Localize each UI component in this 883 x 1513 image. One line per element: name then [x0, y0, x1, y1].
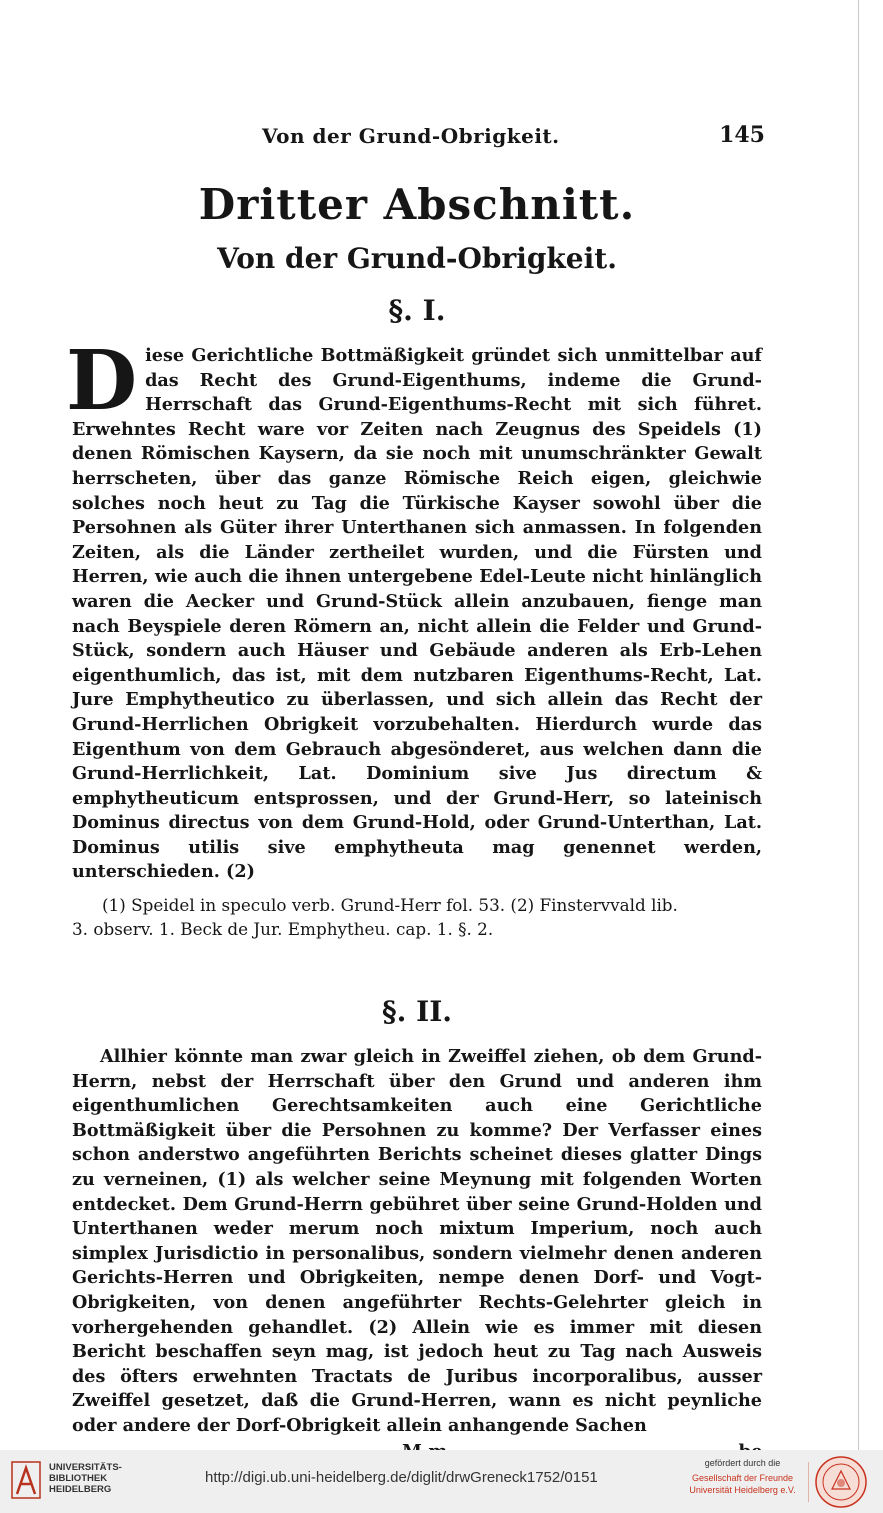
library-name: UNIVERSITÄTS- BIBLIOTHEK HEIDELBERG	[49, 1462, 122, 1495]
page-number: 145	[719, 122, 765, 148]
paragraph-mark-2: §. II.	[381, 995, 453, 1029]
footnote-1-continued: 3. observ. 1. Beck de Jur. Emphytheu. cap. 1. §. 2.	[72, 919, 494, 940]
running-head	[72, 118, 765, 154]
footer-divider	[808, 1462, 809, 1502]
funded-label: gefördert durch die	[704, 1458, 781, 1468]
footnote-1: (1) Speidel in speculo verb. Grund-Herr fol. 53. (2) Finstervvald lib.	[102, 895, 678, 916]
paragraph-mark-1: §. I.	[388, 294, 446, 327]
paragraph-2-text: Allhier könnte man zwar gleich in Zweiffel ziehen, ob dem Grund-Herrn, nebst der Herrschaft über den Grund und anderen ihm eigenthumlichen Gerechtsamkeiten auch eine Gerichtliche Bottmäßigkeit über die Persohnen zu komme? Der Verfasser eines schon anderstwo angeführten Berichts scheinet dieses glatter Dings zu verneinen, (1) als welcher seine Meynung mit folgenden Worten entdecket. Dem Grund-Herrn gebühret über seine Grund-Holden und Unterthanen weder merum noch mixtum Imperium, noch auch simplex Jurisdictio in personalibus, sondern vielmehr denen anderen Gerichts-Herren und Obrigkeiten, nempe denen Dorf- und Vogt-Obrigkeiten, von denen angeführter Rechts-Gelehrter gleich in vorhergehenden gehandlet. (2) Allein wie es immer mit diesen Bericht beschaffen seyn mag, ist jedoch heut zu Tag nach Ausweis des öfters erwehnten Tractats de Juribus incorporalibus, ausser Zweiffel gesetzet, daß die Grund-Herren, wann es nicht peynliche oder andere der Dorf-Obrigkeit allein anhangende Sachen	[72, 1046, 762, 1436]
spacer	[72, 941, 762, 995]
permalink-url[interactable]: http://digi.ub.uni-heidelberg.de/diglit/drwGreneck1752/0151	[205, 1469, 598, 1486]
funding-note	[680, 1457, 805, 1496]
society-name[interactable]: Gesellschaft der Freunde Universität Heidelberg e.V.	[689, 1473, 796, 1495]
footer-bar	[0, 1450, 883, 1513]
page-content	[66, 118, 765, 1467]
section-subtitle: Von der Grund-Obrigkeit.	[217, 242, 617, 275]
section-title: Dritter Abschnitt.	[198, 180, 636, 229]
running-head-title: Von der Grund-Obrigkeit.	[262, 124, 560, 148]
university-seal-icon[interactable]	[814, 1455, 868, 1509]
paragraph-1-text: Diese Gerichtliche Bottmäßigkeit gründet sich unmittelbar auf das Recht des Grund-Eigenthums, indeme die Grund-Herrschaft das Grund-Eigenthums-Recht mit sich führet. Erwehntes Recht ware vor Zeiten nach Zeugnus des Speidels (1) denen Römischen Kaysern, da sie noch mit unumschränkter Gewalt herrscheten, über das ganze Römische Reich eigen, gleichwie solches noch heut zu Tag die Türkische Kayser sowohl über die Persohnen als Güter ihrer Unterthanen sich anmassen. In folgenden Zeiten, als die Länder zertheilet wurden, und die Fürsten und Herren, wie auch die ihnen untergebene Edel-Leute nicht hinlänglich waren die Aecker und Grund-Stück allein anzubauen, fienge man nach Beyspiele deren Römern an, nicht allein die Felder und Grund-Stück, sondern auch Häuser und Gebäude anderen als Erb-Lehen eigenthumlich, das ist, mit dem nutzbaren Eigenthums-Recht, Lat. Jure Emphytheutico zu überlassen, und sich allein das Recht der Grund-Herrlichen Obrigkeit vorzubehalten. Hierdurch wurde das Eigenthum von dem Gebrauch abgesönderet, aus welchen dann die Grund-Herrlichkeit, Lat. Dominium sive Jus directum & emphytheuticum entsprossen, und der Grund-Herr, so lateinisch Dominus directus von dem Grund-Hold, oder Grund-Unterthan, Lat. Dominus utilis sive emphytheuta mag genennet werden, unterschieden. (2)	[66, 333, 762, 883]
library-logo-icon[interactable]	[10, 1458, 42, 1502]
page-edge	[858, 0, 859, 1450]
